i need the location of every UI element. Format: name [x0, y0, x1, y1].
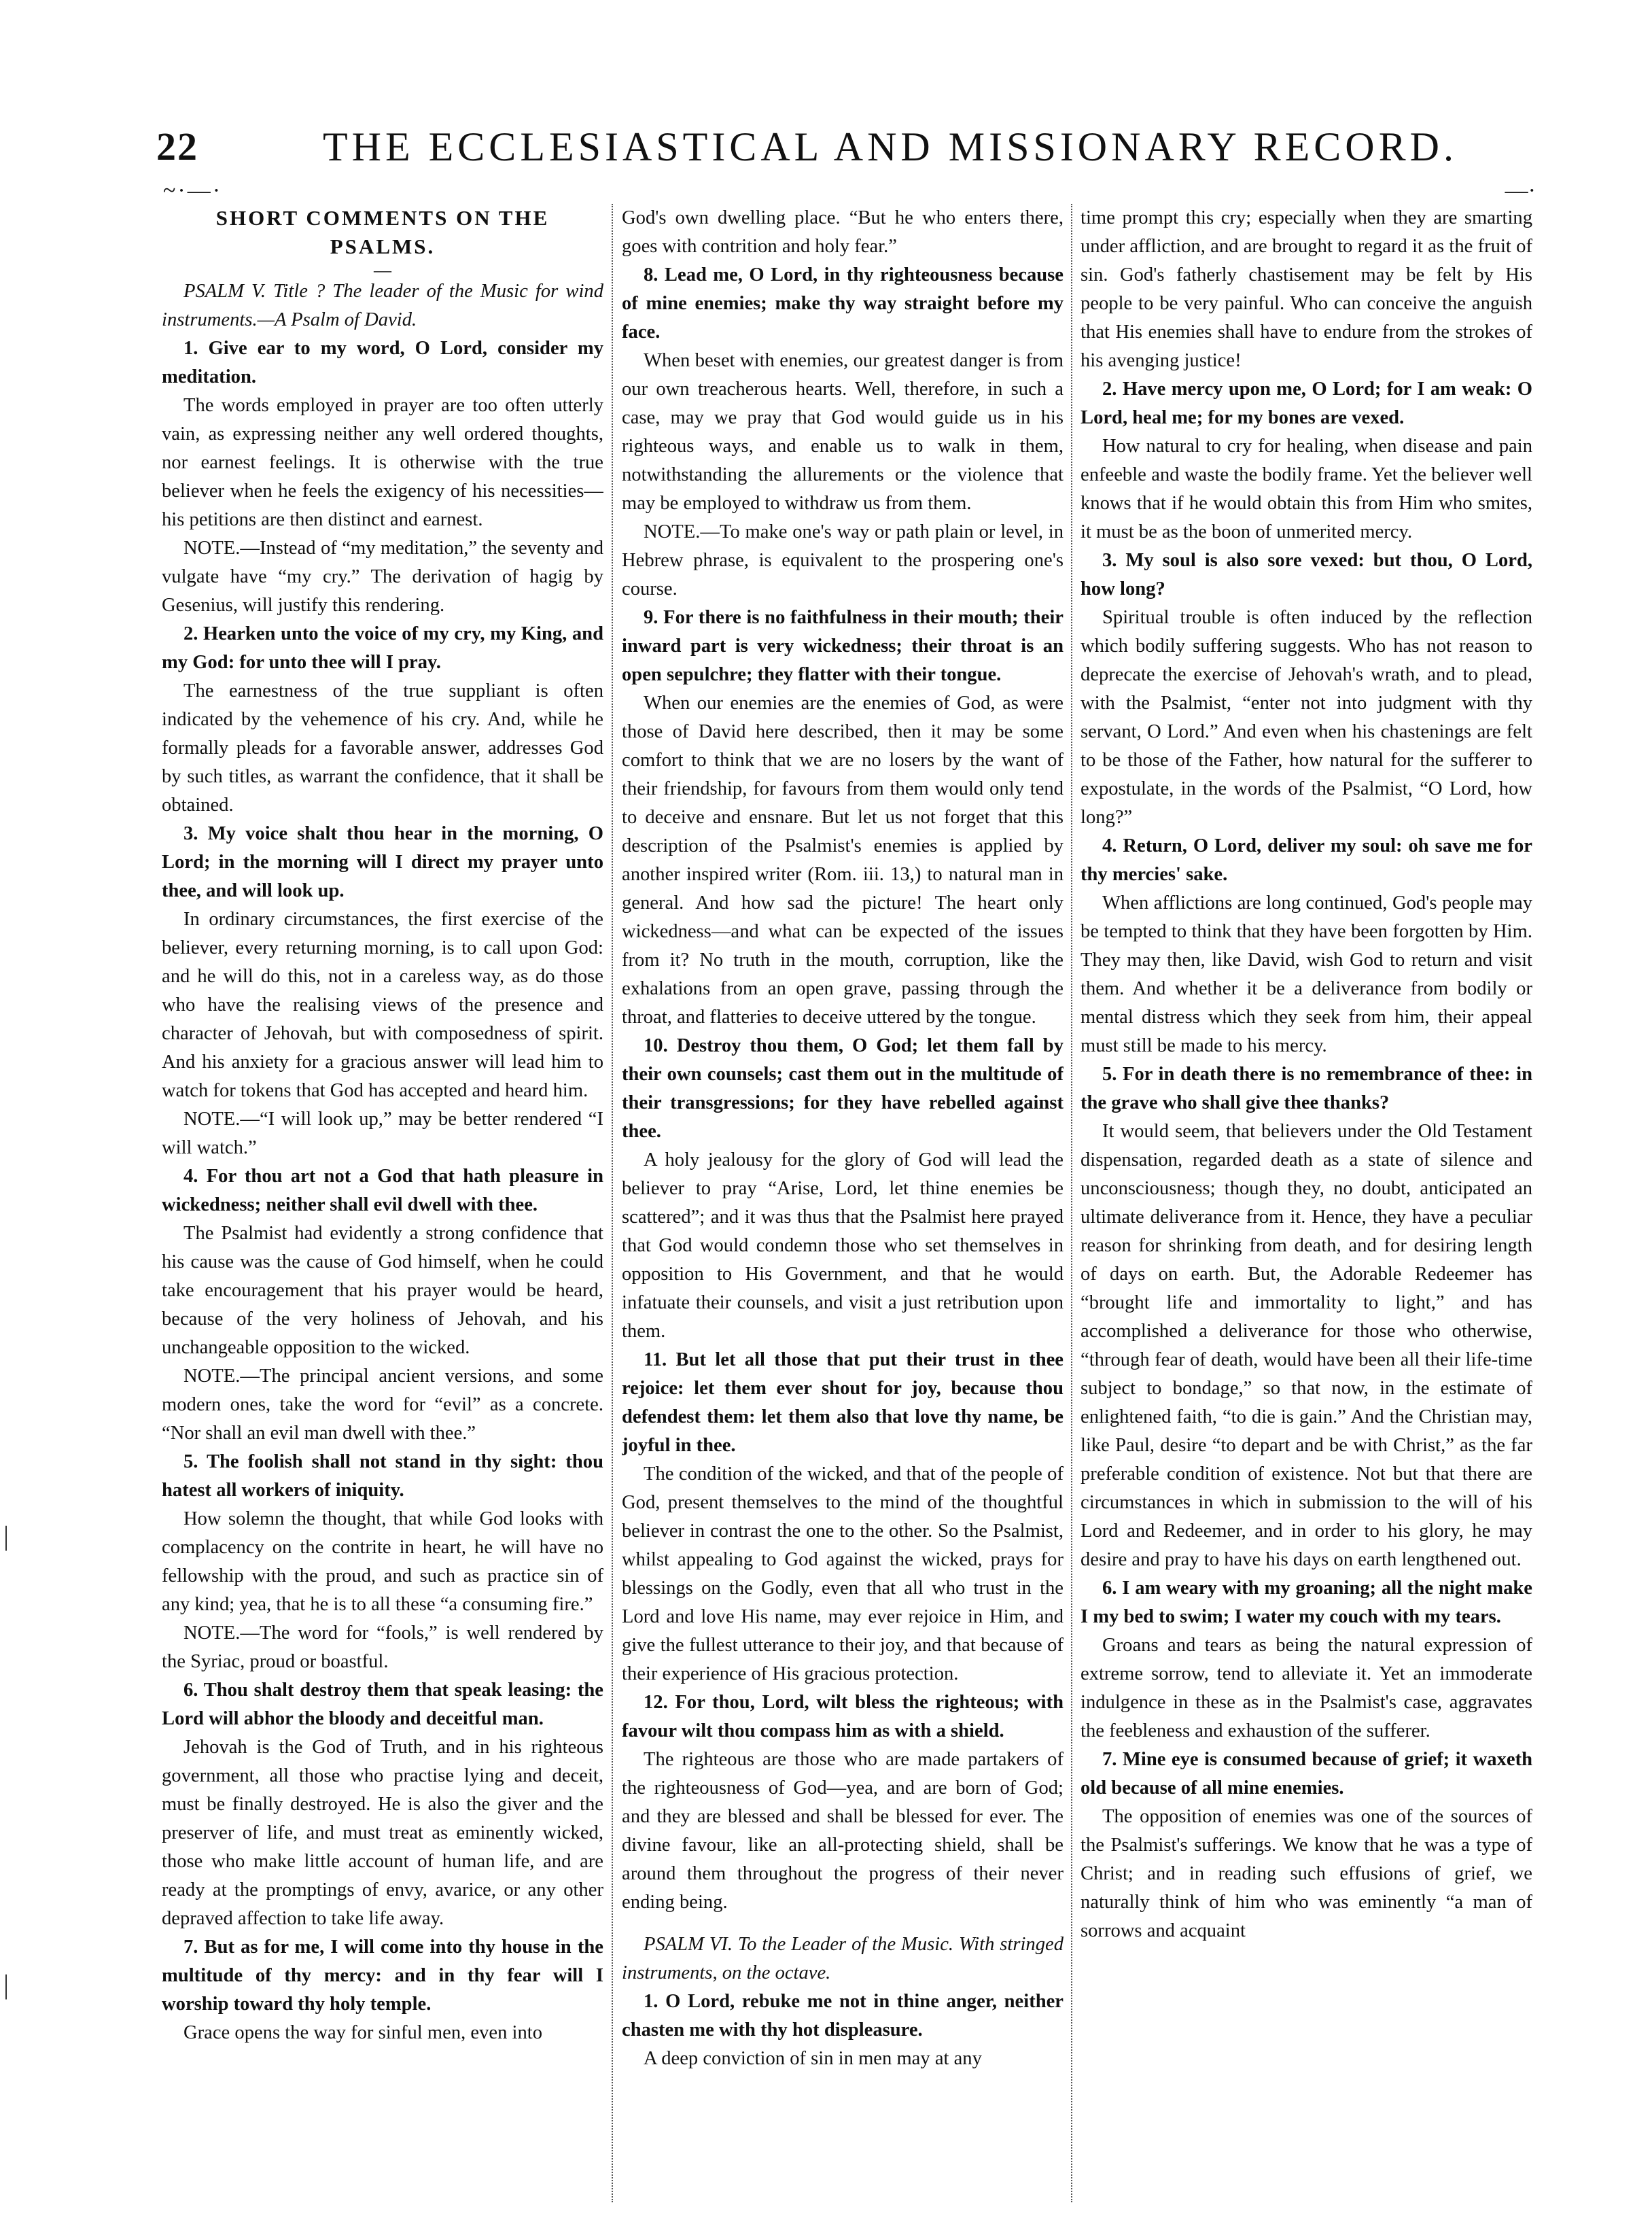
verse: 6. Thou shalt destroy them that speak leasing: the Lord will abhor the bloody and deceitful man.: [162, 1680, 603, 1729]
section-title: SHORT COMMENTS ON THE PSALMS.: [215, 206, 550, 258]
note: NOTE.—To make one's way or path plain or level, in Hebrew phrase, is equivalent to the prospering one's course.: [622, 521, 1064, 600]
comment: time prompt this cry; especially when they are smarting under affliction, and are brought to regard it as the fruit of sin. God's fatherly chastisement may be felt by His people to be very painful. Who can conceive the anguish that His enemies shall have to endure from the strokes of his avenging justice!: [1080, 207, 1532, 371]
comment: The earnestness of the true suppliant is often indicated by the vehemence of his cry. And, while he formally pleads for a favorable answer, addresses God by such titles, as warrant the confidence, that it shall be obtained.: [162, 680, 603, 816]
comment: The words employed in prayer are too often utterly vain, as expressing neither any well ordered thoughts, nor earnest feelings. It is otherwise with the true believer when he feels the exigency of his necessities—his petitions are then distinct and earnest.: [162, 395, 603, 530]
verse: 1. O Lord, rebuke me not in thine anger, neither chasten me with thy hot displeasure.: [622, 1991, 1064, 2041]
comment: When beset with enemies, our greatest danger is from our own treacherous hearts. Well, therefore, in such a case, may we pray that God would guide us in his righteous ways, and enable us to walk in them, notwithstanding the allurements or the violence that may be employed to withdraw us from them.: [622, 350, 1064, 514]
verse: 5. For in death there is no remembrance of thee: in the grave who shall give thee thanks?: [1080, 1064, 1532, 1113]
title-rule: —: [374, 260, 391, 280]
verse: 3. My soul is also sore vexed: but thou, O Lord, how long?: [1080, 550, 1532, 600]
comment: Groans and tears as being the natural expression of extreme sorrow, tend to alleviate it. Yet an immoderate indulgence in these as in the Psalmist's case, aggravates the feebleness and exhaustion of the sufferer.: [1080, 1635, 1532, 1741]
comment: How natural to cry for healing, when disease and pain enfeeble and waste the bodily frame. Yet the believer well knows that if he would obtain this from Him who smites, it must be as the boon of unmerited mercy.: [1080, 436, 1532, 542]
comment: How solemn the thought, that while God looks with complacency on the contrite in heart, he will have no fellowship with the proud, and such as practice sin of any kind; yea, that he is to all these “a consuming fire.”: [162, 1508, 603, 1615]
verse: 10. Destroy thou them, O God; let them fall by their own counsels; cast them out in the multitude of their transgressions; for they have rebelled against thee.: [622, 1035, 1064, 1142]
note: NOTE.—“I will look up,” may be better rendered “I will watch.”: [162, 1109, 603, 1158]
margin-mark: |: [3, 1521, 10, 1551]
verse: 4. Return, O Lord, deliver my soul: oh save me for thy mercies' sake.: [1080, 835, 1532, 885]
verse: 11. But let all those that put their trust in thee rejoice: let them ever shout for joy, because thou defendest them: let them also that love thy name, be joyful in thee.: [622, 1349, 1064, 1456]
verse: 9. For there is no faithfulness in their mouth; their inward part is very wickedness; their throat is an open sepulchre; they flatter with their tongue.: [622, 607, 1064, 685]
page-number: 22: [156, 124, 198, 169]
comment: A holy jealousy for the glory of God will lead the believer to pray “Arise, Lord, let thine enemies be scattered”; and it was thus that the Psalmist here prayed that God would condemn those who set themselves in opposition to His Government, and that he would infatuate their counsels, and visit a just retribution upon them.: [622, 1149, 1064, 1342]
comment: The righteous are those who are made partakers of the righteousness of God—yea, and are born of God; and they are blessed and shall be blessed for ever. The divine favour, like an all-protecting shield, shall be around them throughout the progress of their never ending being.: [622, 1749, 1064, 1913]
psalm-heading: PSALM VI. To the Leader of the Music. With stringed instruments, on the octave.: [622, 1934, 1064, 1983]
psalm-heading: PSALM V. Title ? The leader of the Music for wind instruments.—A Psalm of David.: [162, 281, 603, 330]
verse: 5. The foolish shall not stand in thy sight: thou hatest all workers of iniquity.: [162, 1451, 603, 1501]
verse: 12. For thou, Lord, wilt bless the righteous; with favour wilt thou compass him as with a shield.: [622, 1692, 1064, 1741]
comment: Jehovah is the God of Truth, and in his righteous government, all those who practise lying and deceit, must be finally destroyed. He is also the giver and the preserver of life, and must treat as eminently wicked, those who make little account of human life, and are ready at the promptings of envy, avarice, or any other depraved affection to take life away.: [162, 1737, 603, 1929]
verse: 4. For thou art not a God that hath pleasure in wickedness; neither shall evil dwell with thee.: [162, 1166, 603, 1215]
verse: 8. Lead me, O Lord, in thy righteousness because of mine enemies; make thy way straight before my face.: [622, 264, 1064, 343]
comment: God's own dwelling place. “But he who enters there, goes with contrition and holy fear.”: [622, 207, 1064, 257]
verse: 1. Give ear to my word, O Lord, consider my meditation.: [162, 338, 603, 387]
note: NOTE.—The word for “fools,” is well rendered by the Syriac, proud or boastful.: [162, 1622, 603, 1672]
verse: 7. Mine eye is consumed because of grief; it waxeth old because of all mine enemies.: [1080, 1749, 1532, 1799]
comment: The Psalmist had evidently a strong confidence that his cause was the cause of God himself, when he could take encouragement that his prayer would be heard, because of the very holiness of Jehovah, and his unchangeable opposition to the wicked.: [162, 1223, 603, 1358]
comment: When our enemies are the enemies of God, as were those of David here described, then it may be some comfort to think that we are no losers by the want of their friendship, for favours from them would only tend to deceive and ensnare. But let us not forget that this description of the Psalmist's enemies is applied by another inspired writer (Rom. iii. 13,) to natural man in general. And how sad the picture! The heart only wickedness—and what can be expected of the issues from it? No truth in the mouth, corruption, like the exhalations from an open grave, passing through the throat, and flatteries to deceive uttered by the tongue.: [622, 693, 1064, 1028]
header-ornament-left: ~·—·: [163, 178, 223, 203]
column-divider: [1071, 204, 1072, 2202]
column-1: [162, 204, 603, 2216]
comment: In ordinary circumstances, the first exercise of the believer, every returning morning, is to call upon God: and he will do this, not in a careless way, as do those who have the realising views of the presence and character of Jehovah, but with composedness of spirit. And his anxiety for a gracious answer will lead him to watch for tokens that God has accepted and heard him.: [162, 909, 603, 1101]
comment: Grace opens the way for sinful men, even into: [183, 2022, 543, 2043]
comment: It would seem, that believers under the Old Testament dispensation, regarded death as a state of silence and unconsciousness; though they, no doubt, anticipated an ultimate deliverance from it. Hence, they have a peculiar reason for shrinking from death, and for desiring length of days on earth. But, the Adorable Redeemer has “brought life and immortality to light,” and has accomplished a deliverance for those who otherwise, “through fear of death, would have been all their life-time subject to bondage,” so that now, in the estimate of enlightened faith, “to die is gain.” And the Christian may, like Paul, desire “to depart and be with Christ,” as the far preferable condition of existence. Not but that there are circumstances in which in submission to the will of his Lord and Redeemer, and in order to his glory, he may desire and pray to have his days on earth lengthened out.: [1080, 1121, 1532, 1570]
column-3: [1080, 204, 1532, 2216]
verse: 2. Have mercy upon me, O Lord; for I am weak: O Lord, heal me; for my bones are vexed.: [1080, 379, 1532, 428]
column-divider: [612, 204, 613, 2202]
margin-mark: |: [3, 1969, 10, 2000]
comment: Spiritual trouble is often induced by the reflection which bodily suffering suggests. Who has not reason to deprecate the exercise of Jehovah's wrath, and to plead, with the Psalmist, “enter not into judgment with thy servant, O Lord.” And even when his chastenings are felt to be those of the Father, how natural for the sufferer to expostulate, in the words of the Psalmist, “O Lord, how long?”: [1080, 607, 1532, 828]
verse: 7. But as for me, I will come into thy house in the multitude of thy mercy: and in thy fear will I worship toward thy holy temple.: [162, 1937, 603, 2015]
verse: 2. Hearken unto the voice of my cry, my King, and my God: for unto thee will I pray.: [162, 623, 603, 673]
comment: When afflictions are long continued, God's people may be tempted to think that they have been forgotten by Him. They may then, like David, wish God to return and visit them. And whether it be a deliverance from bodily or mental distress which they seek from him, their appeal must still be made to his mercy.: [1080, 892, 1532, 1056]
header-ornament-right: —·: [1505, 178, 1536, 203]
comment: The condition of the wicked, and that of the people of God, present themselves to the mind of the thoughtful believer in contrast the one to the other. So the Psalmist, whilst appealing to God against the wicked, prays for blessings on the Godly, even that all who trust in the Lord and love His name, may ever rejoice in Him, and give the fullest utterance to their joy, and that because of their experience of His gracious protection.: [622, 1463, 1064, 1684]
note: NOTE.—The principal ancient versions, and some modern ones, take the word for “evil” as a concrete. “Nor shall an evil man dwell with thee.”: [162, 1366, 603, 1444]
comment: The opposition of enemies was one of the sources of the Psalmist's sufferings. We know that he was a type of Christ; and in reading such effusions of grief, we naturally think of him who was eminently “a man of sorrows and acquaint: [1080, 1806, 1532, 1941]
note: NOTE.—Instead of “my meditation,” the seventy and vulgate have “my cry.” The derivation of hagig by Gesenius, will justify this rendering.: [162, 538, 603, 616]
verse: 3. My voice shalt thou hear in the morning, O Lord; in the morning will I direct my prayer unto thee, and will look up.: [162, 823, 603, 901]
column-2: [622, 204, 1064, 2216]
page-header: [156, 124, 1536, 203]
verse: 6. I am weary with my groaning; all the night make I my bed to swim; I water my couch with my tears.: [1080, 1578, 1532, 1627]
comment: A deep conviction of sin in men may at any: [644, 2048, 982, 2069]
running-title: THE ECCLESIASTICAL AND MISSIONARY RECORD.: [323, 124, 1458, 169]
